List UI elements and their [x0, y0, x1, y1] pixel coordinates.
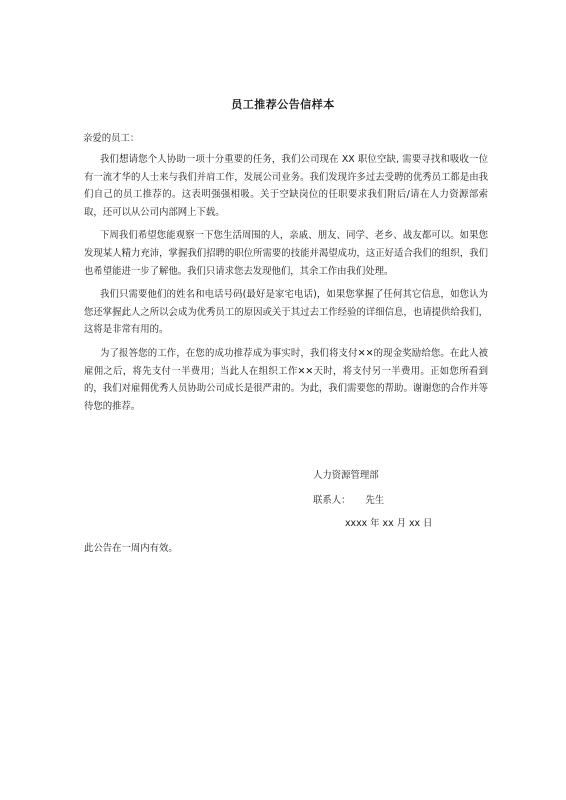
- validity-note: 此公告在一周内有效。: [84, 543, 178, 554]
- paragraph-3: 我们只需要他们的姓名和电话号码(最好是家宅电话)，如果您掌握了任何其它信息，如您认为您还掌握此人之所以会成为优秀员工的原因或关于其过去工作经验的详细信息，也请提供给我们，这将是非常有用的。: [84, 289, 488, 336]
- letter-body: [84, 151, 488, 421]
- salutation: 亲爱的员工：: [83, 133, 140, 144]
- document-title: 员工推荐公告信样本: [231, 98, 335, 111]
- signature-department: 人力资源管理部: [313, 470, 379, 481]
- paragraph-4: 为了报答您的工作，在您的成功推荐成为事实时，我们将支付✕✕的现金奖励给您。在此人被雇佣之后，将先支付一半费用；当此人在组织工作✕✕天时，将支付另一半费用。正如您所看到的，我们对雇佣优秀人员协助公司成长是很严肃的。为此，我们需要您的帮助。谢谢您的合作并等待您的推荐。: [84, 347, 488, 412]
- paragraph-2: 下周我们希望您能观察一下您生活周围的人，亲戚、朋友、同学、老乡、战友都可以。如果您发现某人精力充沛，掌握我们招聘的职位所需要的技能并渴望成功，这正好适合我们的组织，我们也希望能进一步了解他。我们只请求您去发现他们，其余工作由我们处理。: [84, 230, 488, 277]
- signature-date: xxxx 年 xx 月 xx 日: [345, 518, 433, 529]
- signature-contact: 联系人： 先生: [313, 495, 385, 506]
- paragraph-1: 我们想请您个人协助一项十分重要的任务，我们公司现在 XX 职位空缺, 需要寻找和吸收一位有一流才华的人士来与我们并肩工作，发展公司业务。我们发现许多过去受聘的优秀员工都是由我们自己的员工推荐的。这表明强强相吸。关于空缺岗位的任职要求我们附后/请在人力资源部索取，还可以从公司内部网上下载。: [84, 154, 488, 218]
